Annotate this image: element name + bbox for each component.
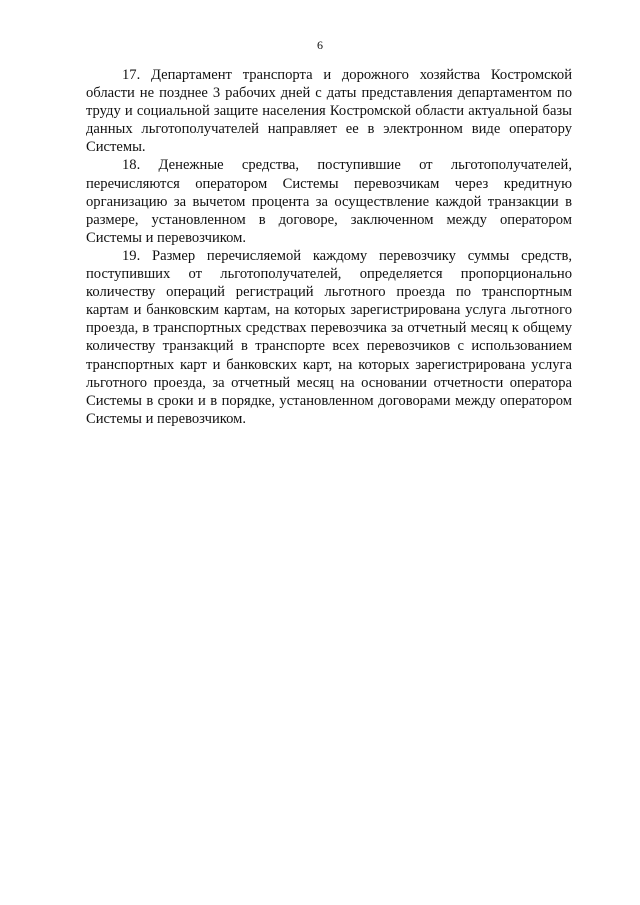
document-body	[86, 66, 572, 428]
paragraph-18: 18. Денежные средства, поступившие от льготополучателей, перечисляются оператором Системы перевозчикам через кредитную организацию за вычетом процента за осуществление каждой транзакции в размере, установленном в договоре, заключенном между оператором Системы и перевозчиком.	[86, 157, 572, 246]
paragraph-17: 17. Департамент транспорта и дорожного хозяйства Костромской области не позднее 3 рабочих дней с даты представления департаментом по труду и социальной защите населения Костромской области актуальной базы данных льготополучателей направляет ее в электронном виде оператору Системы.	[86, 67, 572, 156]
page-number: 6	[317, 38, 323, 52]
paragraph-19: 19. Размер перечисляемой каждому перевозчику суммы средств, поступивших от льготополучателей, определяется пропорционально количеству операций регистраций льготного проезда по транспортным картам и банковским картам, на которых зарегистрирована услуга льготного проезда, в транспортных средствах перевозчика за отчетный месяц к общему количеству транзакций в транспорте всех перевозчиков с использованием транспортных карт и банковских карт, на которых зарегистрирована услуга льготного проезда, за отчетный месяц на основании отчетности оператора Системы в сроки и в порядке, установленном договорами между оператором Системы и перевозчиком.	[86, 247, 572, 427]
